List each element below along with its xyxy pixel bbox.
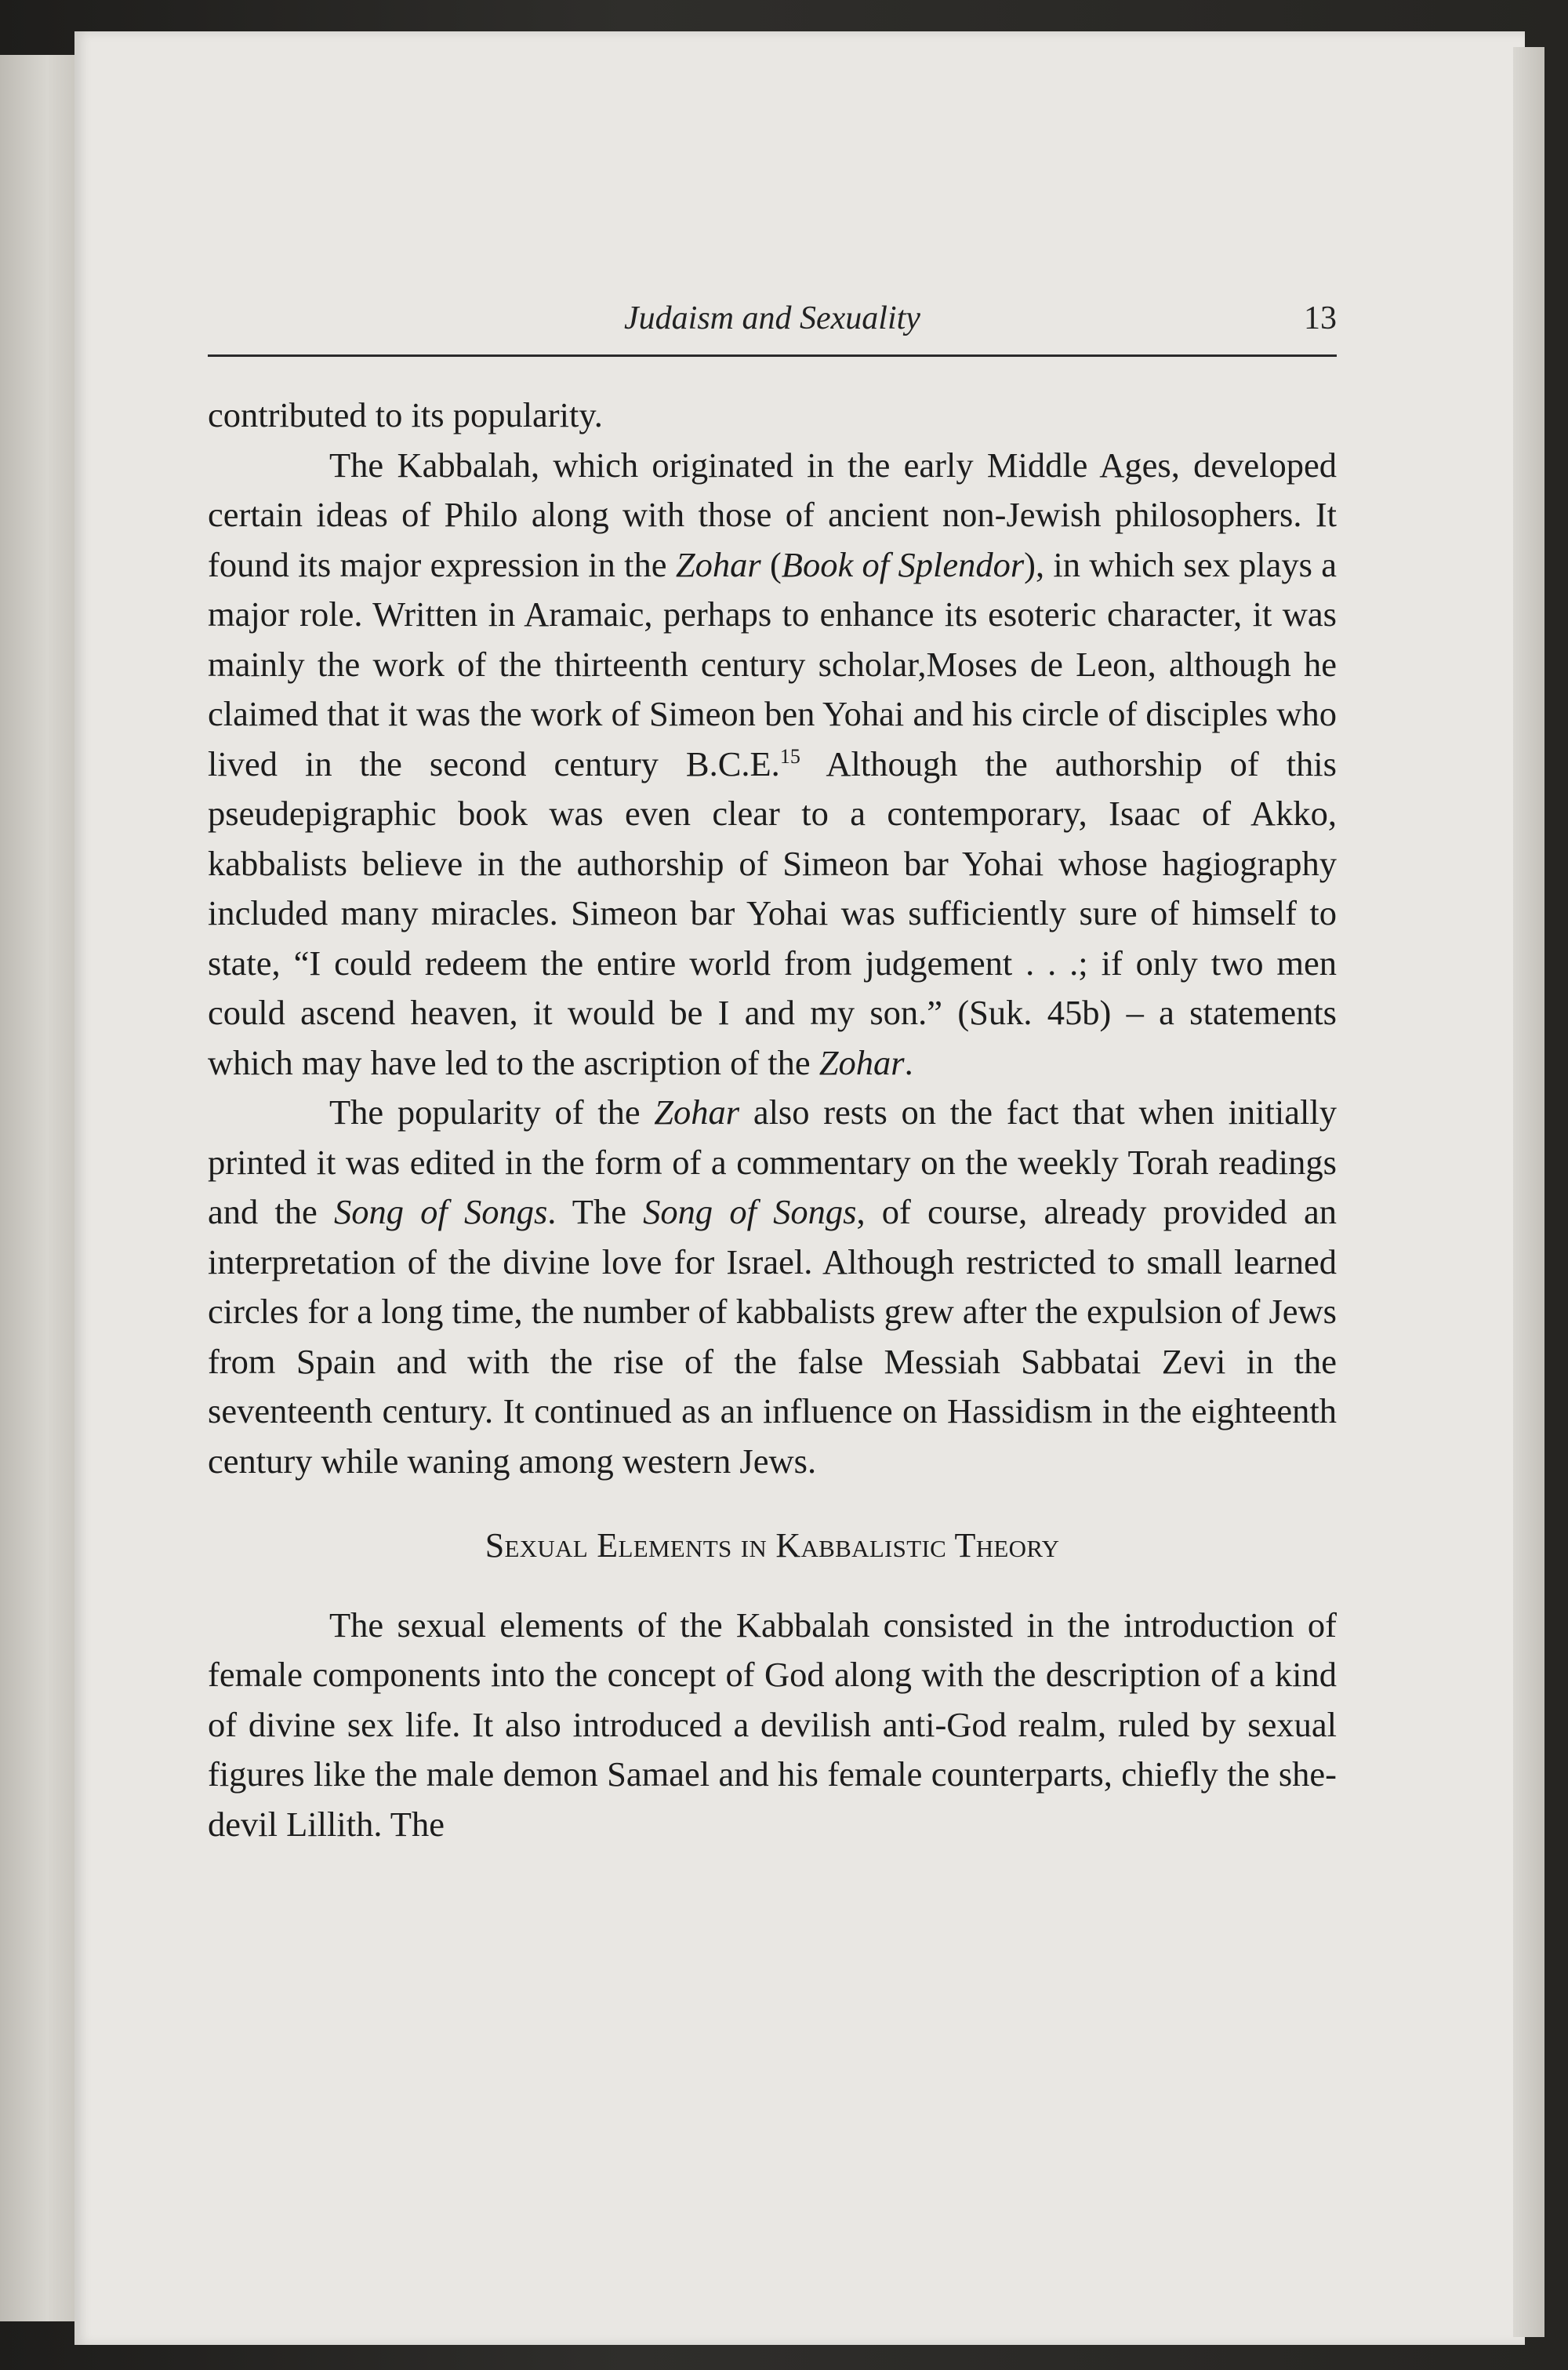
text-run: The Kabbalah, which originated in the early Middle Ages, developed certain ideas of Philo along with those of ancient non-Jewish philosophers. It found its major expression in the bbox=[208, 445, 1337, 584]
paragraph-text: contributed to its popularity. bbox=[208, 395, 603, 434]
text-run: Although the authorship of this pseudepigraphic book was even clear to a contemporary, Isaac of Akko, kabbalists believe in the authorship of Simeon bar Yohai whose hagiography included many miracles. Simeon bar Yohai was sufficiently sure of himself to state, “I could redeem the entire world from judgement . . .; if only two men could ascend heaven, it would be I and my son.” (Suk. 45b) – a statements which may have led to the ascription of the bbox=[208, 743, 1337, 1082]
text-run: ( bbox=[760, 544, 782, 584]
paragraph-text: The sexual elements of the Kabbalah consisted in the introduction of female components into the concept of God along with the description of a kind of divine sex life. It also introduced a devilish anti-God realm, ruled by sexual figures like the male demon Samael and his female counterparts, chiefly the she-devil Lillith. The bbox=[208, 1605, 1337, 1844]
page-number: 13 bbox=[1304, 300, 1337, 336]
paragraph-continuation bbox=[208, 391, 1337, 441]
page-stack-edge bbox=[1513, 47, 1544, 2337]
body-text bbox=[208, 391, 1337, 1849]
running-title: Judaism and Sexuality bbox=[624, 300, 920, 336]
text-run: ), in which sex plays a major role. Written in Aramaic, perhaps to enhance its esoteric character, it was mainly the work of the thirteenth century scholar,Moses de Leon, although he claimed that it was the work of Simeon ben Yohai and his circle of disciples who lived in the second century bbox=[208, 544, 1338, 783]
italic-title-book-of-splendor: Book of Splendor bbox=[781, 544, 1025, 584]
text-run: The popularity of the bbox=[329, 1092, 655, 1132]
text-run: also rests on the fact that when initially printed it was edited in the form of a commentary on the weekly Torah readings and the bbox=[208, 1092, 1337, 1231]
running-header bbox=[208, 300, 1337, 357]
footnote-marker: 15 bbox=[779, 744, 800, 768]
italic-title-zohar: Zohar bbox=[675, 544, 761, 584]
italic-title-zohar: Zohar bbox=[654, 1092, 740, 1132]
text-run: . bbox=[904, 1042, 913, 1082]
italic-title-zohar: Zohar bbox=[818, 1042, 905, 1082]
paragraph-zohar-popularity bbox=[208, 1088, 1337, 1486]
paragraph-sexual-elements bbox=[208, 1601, 1337, 1850]
era-abbreviation: B.C.E. bbox=[685, 743, 780, 783]
paragraph-kabbalah-origins bbox=[208, 441, 1337, 1089]
text-run: , of course, already provided an interpretation of the divine love for Israel. Although restricted to small learned circles for a long time, the number of kabbalists grew after the expulsion of Jews from Spain and with the rise of the false Messiah Sabbatai Zevi in the seventeenth century. It continued as an influence on Hassidism in the eighteenth century while waning among western Jews. bbox=[208, 1192, 1337, 1481]
section-heading: Sexual Elements in Kabbalistic Theory bbox=[485, 1526, 1060, 1565]
italic-title-song-of-songs: Song of Songs bbox=[333, 1192, 548, 1231]
text-run: . The bbox=[547, 1192, 644, 1231]
italic-title-song-of-songs: Song of Songs bbox=[643, 1192, 857, 1231]
previous-page-edge bbox=[0, 55, 78, 2321]
